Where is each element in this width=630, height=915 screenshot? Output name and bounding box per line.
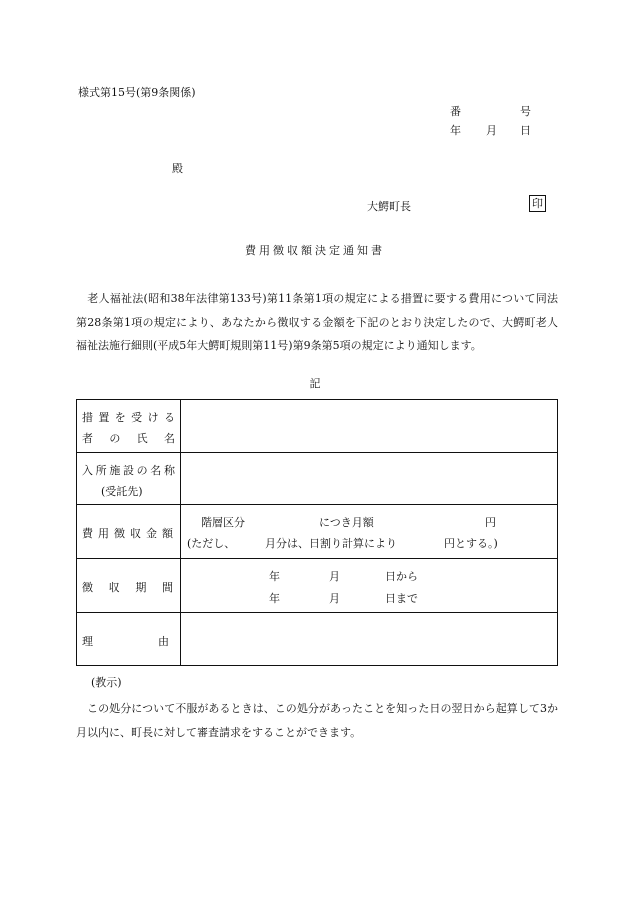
note-open: (ただし、 [187,537,236,550]
body-paragraph: 老人福祉法(昭和38年法律第133号)第11条第1項の規定による措置に要する費用について同法第28条第1項の規定により、あなたから徴収する金額を下記のとおり決定したので、大鰐町老人福祉法施行細則(平成5年大鰐町規則第11号)第9条第5項の規定により通知します。 [76,292,558,352]
char: 者 [82,432,93,445]
char: 徴 [82,581,93,594]
doc-number-go: 号 [520,105,531,118]
char: 受 [131,411,143,424]
label-recipient-name [77,400,181,453]
char: 理 [82,635,93,648]
note-middle: 月分は、日割り計算により [265,537,397,550]
char: 用 [98,527,109,540]
char: 費 [82,527,93,540]
recipient-suffix: 殿 [172,162,183,175]
until-day: 日まで [385,592,418,605]
value-fee-amount [181,505,558,559]
char: 収 [108,581,120,594]
char: 所 [95,464,107,477]
char: 期 [135,581,147,594]
table-row-fee [77,505,558,559]
value-reason [181,613,558,666]
label-facility-name [77,453,181,505]
char: 入 [82,464,93,477]
label-fee-amount [77,505,181,559]
issuer-name: 大鰐町長 [367,200,411,213]
char: 額 [162,527,173,540]
char: を [114,411,126,424]
tier-label: 階層区分 [201,516,245,529]
char: る [163,411,175,424]
label-consignee: (受託先) [101,485,143,498]
char: 措 [82,411,93,424]
ki-heading: 記 [309,377,321,390]
appeal-notice: この処分について不服があるときは、この処分があったことを知った日の翌日から起算して3か月以内に、町長に対して審査請求をすることができます。 [76,702,558,739]
seal-mark: 印 [529,195,546,212]
char: 名 [150,464,162,477]
date-month: 月 [486,124,497,137]
char: 間 [161,581,173,594]
from-year: 年 [269,570,280,583]
date-year: 年 [450,124,461,137]
form-number: 様式第15号(第9条関係) [78,86,196,99]
char: 称 [163,464,175,477]
value-recipient-name [181,400,558,453]
char: 由 [158,635,169,648]
until-year: 年 [269,592,280,605]
from-month: 月 [329,570,340,583]
note-end: 円とする。) [444,537,498,550]
char: 設 [122,464,134,477]
date-day: 日 [520,124,531,137]
doc-number-ban: 番 [450,105,461,118]
char: け [147,411,159,424]
from-day: 日から [385,570,418,583]
char: 金 [146,527,157,540]
char: 収 [130,527,141,540]
char: 施 [109,464,121,477]
value-collection-period [181,559,558,613]
per-month-label: につき月額 [319,516,374,529]
char: 徴 [114,527,125,540]
yen-label: 円 [485,516,496,529]
label-collection-period [77,559,181,613]
instruction-heading: (教示) [91,676,122,689]
char: 氏 [136,432,148,445]
table-row-facility [77,453,558,505]
label-reason [77,613,181,666]
char: 置 [98,411,110,424]
until-month: 月 [329,592,340,605]
table-row-recipient [77,400,558,453]
table-row-period [77,559,558,613]
char: の [136,464,148,477]
table-row-reason [77,613,558,666]
value-facility-name [181,453,558,505]
decision-table [76,399,558,666]
char: 名 [163,432,175,445]
char: の [109,432,121,445]
document-title: 費用徴収額決定通知書 [245,244,385,257]
